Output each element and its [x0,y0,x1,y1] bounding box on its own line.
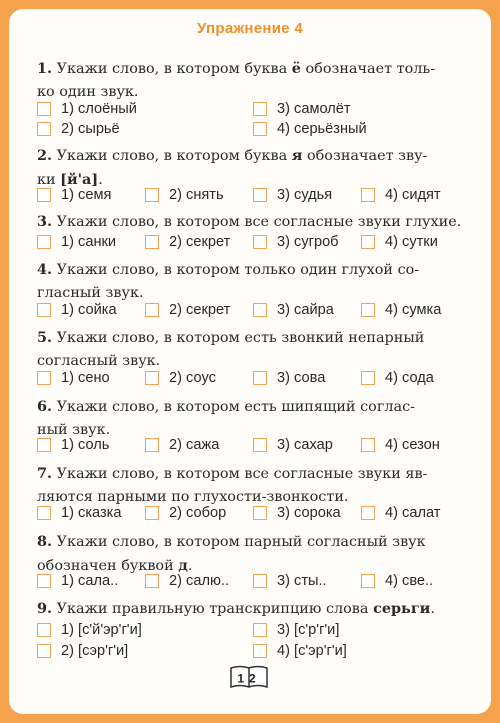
option-label: 2) салю.. [169,573,230,589]
checkbox-box[interactable] [37,235,51,249]
option-label: 3) сорока [277,505,341,521]
option-label: 2) секрет [169,234,231,250]
question-text: Укажи слово, в котором буква [56,61,288,77]
option-label: 3) судья [277,187,333,203]
option-label: 4) [с'эр'г'и] [277,643,347,659]
option-label: 2) сажа [169,437,220,453]
question-text: ный звук. [37,422,111,438]
option-label: 4) сода [385,370,434,386]
option-label: 2) снять [169,187,224,203]
question-text: обозначает толь- [305,61,436,77]
checkbox-box[interactable] [253,506,267,520]
option-label: 2) секрет [169,302,231,318]
checkbox-box[interactable] [37,122,51,136]
option-label: 1) сала.. [61,573,119,589]
question-5 [37,326,467,373]
question-2 [37,144,467,192]
checkbox-box[interactable] [145,303,159,317]
checkbox-box[interactable] [37,102,51,116]
question-number: 3. [37,213,53,230]
question-text: Укажи слово, в котором все согласные звуки яв- [56,466,428,482]
checkbox-box[interactable] [253,102,267,116]
highlight-letter: я [291,147,303,164]
checkbox-box[interactable] [361,506,375,520]
option-label: 3) сты.. [277,573,327,589]
option-label: 4) серьёзный [277,121,367,137]
question-9: 9. Укажи правильную транскрипцию слова серьги. [37,600,435,617]
question-text: Укажи правильную транскрипцию слова [56,601,369,617]
question-text: Укажи слово, в котором есть звонкий непарный [56,330,425,346]
highlight-word: серьги [373,600,431,617]
option-label: 3) сахар [277,437,333,453]
question-number: 2. [37,147,53,164]
question-text: согласный звук. [37,353,161,369]
question-text: Укажи слово, в котором буква [56,148,288,164]
question-text: обозначен буквой [37,558,174,574]
option-label: 2) сырьё [61,121,120,137]
question-text: Укажи слово, в котором есть шипящий соглас- [56,399,415,415]
question-number: 8. [37,533,53,550]
checkbox-box[interactable] [253,235,267,249]
checkbox-box[interactable] [361,235,375,249]
option-label: 3) [с'р'г'и] [277,622,340,638]
question-number: 9. [37,600,53,617]
checkbox-box[interactable] [253,438,267,452]
checkbox-box[interactable] [37,574,51,588]
option-label: 1) слоёный [61,101,137,117]
book-page-icon [229,664,269,691]
checkbox-box[interactable] [361,188,375,202]
checkbox-box[interactable] [253,371,267,385]
option-label: 4) сумка [385,302,442,318]
question-1 [37,57,467,104]
question-number: 5. [37,329,53,346]
question-6 [37,395,467,442]
question-number: 1. [37,60,53,77]
checkbox-box[interactable] [361,438,375,452]
option-label: 1) сойка [61,302,117,318]
option-label: 3) самолёт [277,101,351,117]
checkbox-box[interactable] [37,188,51,202]
question-text: Укажи слово, в котором все согласные звуки глухие. [56,214,462,230]
checkbox-box[interactable] [361,574,375,588]
option-label: 2) собор [169,505,227,521]
checkbox-box[interactable] [37,438,51,452]
option-label: 2) [сэр'г'и] [61,643,129,659]
question-8: 8. Укажи слово, в котором парный согласный звук обозначен буквой д. [37,533,426,574]
transcription: [й'а] [60,171,99,188]
page-number: 12 [237,671,261,686]
checkbox-box[interactable] [37,303,51,317]
checkbox-box[interactable] [37,506,51,520]
checkbox-box[interactable] [145,506,159,520]
checkbox-box[interactable] [145,235,159,249]
option-label: 4) све.. [385,573,434,589]
question-text: . [98,172,103,188]
option-label: 2) соус [169,370,216,386]
option-label: 3) сайра [277,302,334,318]
option-label: 3) сугроб [277,234,339,250]
checkbox-box[interactable] [253,644,267,658]
checkbox-box[interactable] [361,371,375,385]
option-label: 1) сено [61,370,110,386]
question-number: 6. [37,398,53,415]
checkbox-box[interactable] [253,122,267,136]
exercise-title: Упражнение 4 [196,20,304,37]
checkbox-box[interactable] [253,623,267,637]
option-label: 1) [с'й'эр'г'и] [61,622,142,638]
checkbox-box[interactable] [253,574,267,588]
option-label: 3) сова [277,370,326,386]
highlight-letter: д [178,557,188,574]
checkbox-box[interactable] [37,371,51,385]
checkbox-box[interactable] [145,438,159,452]
question-text: ляются парными по глухости-звонкости. [37,489,349,505]
question-text: ки [37,172,56,188]
option-label: 4) сезон [385,437,440,453]
option-label: 1) соль [61,437,110,453]
checkbox-box[interactable] [145,574,159,588]
option-label: 1) семя [61,187,112,203]
checkbox-box[interactable] [37,644,51,658]
checkbox-box[interactable] [253,303,267,317]
question-text: гласный звук. [37,285,144,301]
question-number: 7. [37,465,53,482]
question-number: 4. [37,261,53,278]
question-text: Укажи слово, в котором парный согласный звук [56,534,426,550]
checkbox-box[interactable] [253,188,267,202]
option-label: 4) салат [385,505,441,521]
option-label: 4) сидят [385,187,441,203]
checkbox-box[interactable] [361,303,375,317]
option-label: 4) сутки [385,234,438,250]
option-label: 1) санки [61,234,117,250]
question-text: Укажи слово, в котором только один глухой со- [56,262,420,278]
checkbox-box[interactable] [37,623,51,637]
question-3 [37,210,467,234]
question-text: ко один звук. [37,84,139,100]
question-7 [37,462,467,509]
checkbox-box[interactable] [145,371,159,385]
checkbox-box[interactable] [145,188,159,202]
highlight-letter: ё [291,60,301,77]
option-label: 1) сказка [61,505,122,521]
question-text: обозначает зву- [306,148,428,164]
question-4 [37,258,467,305]
